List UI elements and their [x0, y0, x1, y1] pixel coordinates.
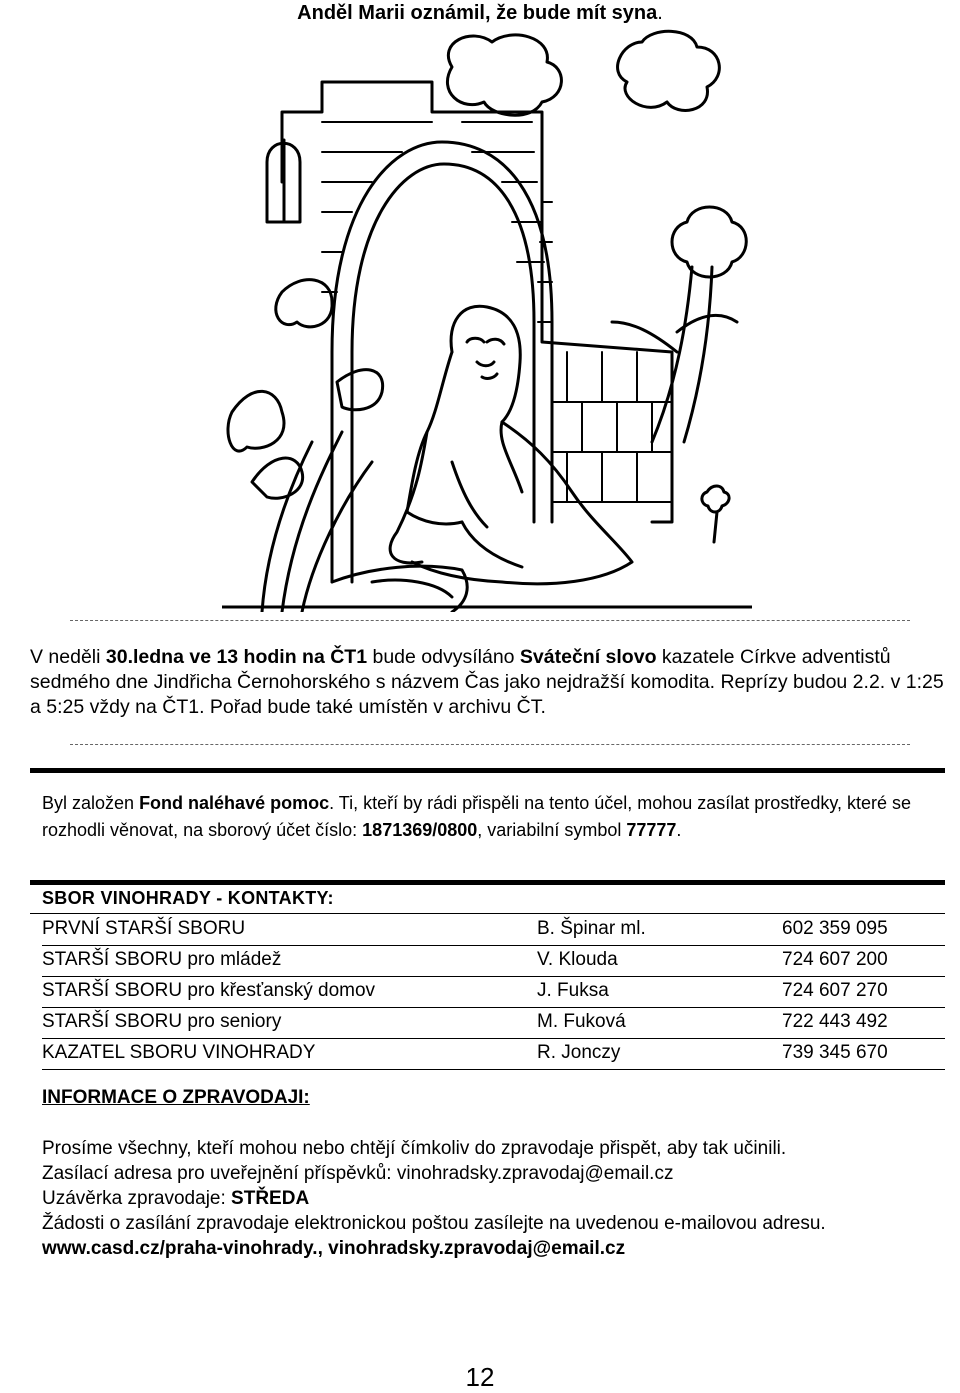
contact-name: R. Jonczy — [537, 1042, 621, 1063]
fund-symbol: 77777 — [626, 820, 677, 840]
broadcast-text-3: kazatele Církve adventistů sedmého dne Jindřicha Černohorského s názvem Čas jako nejdražší komodita. Reprízy budou 2.2. v 1:25 a 5:25 vždy na ČT1. Pořad bude také umístěn v archivu ČT. — [30, 646, 944, 718]
contact-phone: 739 345 670 — [782, 1042, 888, 1063]
contact-role: PRVNÍ STARŠÍ SBORU — [42, 918, 246, 939]
info-line-subscription: Žádosti o zasílání zpravodaje elektronickou poštou zasílejte na uvedenou e-mailovou adresu. — [42, 1213, 826, 1234]
fund-text-4: . — [676, 820, 682, 840]
deadline-label: Uzávěrka zpravodaje: — [42, 1188, 232, 1209]
dashed-separator-1 — [70, 620, 910, 621]
broadcast-paragraph — [30, 645, 950, 720]
contact-name: J. Fuksa — [537, 980, 609, 1001]
contact-row — [42, 1007, 904, 1038]
contact-row — [42, 976, 904, 1007]
contact-row — [42, 945, 904, 976]
contact-phone: 724 607 200 — [782, 949, 888, 970]
contact-name: B. Špinar ml. — [537, 918, 646, 939]
contact-phone: 602 359 095 — [782, 918, 888, 939]
broadcast-text-1: V neděli — [30, 646, 106, 668]
info-line-deadline — [42, 1186, 922, 1211]
annunciation-illustration — [222, 22, 752, 612]
contact-name: V. Klouda — [537, 949, 618, 970]
title-text: Anděl Marii oznámil, že bude mít syna — [297, 2, 658, 24]
dashed-separator-2 — [70, 744, 910, 745]
deadline-day: STŘEDA — [231, 1188, 310, 1209]
contact-role: KAZATEL SBORU VINOHRADY — [42, 1042, 316, 1063]
fund-paragraph — [42, 790, 922, 844]
contacts-title: SBOR VINOHRADY - KONTAKTY: — [42, 888, 334, 908]
contact-phone: 722 443 492 — [782, 1011, 888, 1032]
info-title: INFORMACE O ZPRAVODAJI: — [42, 1087, 310, 1108]
contact-role: STARŠÍ SBORU pro seniory — [42, 1011, 282, 1032]
page-number: 12 — [465, 1362, 495, 1392]
contact-phone: 724 607 270 — [782, 980, 888, 1001]
row-divider — [42, 1069, 945, 1070]
contact-name: M. Fuková — [537, 1011, 626, 1032]
contact-row — [42, 1038, 904, 1069]
fund-account: 1871369/0800 — [362, 820, 478, 840]
heavy-rule-1 — [30, 768, 945, 773]
heavy-rule-2 — [30, 880, 945, 885]
info-line-address: Zasílací adresa pro uveřejnění příspěvků: vinohradsky.zpravodaj@email.cz — [42, 1163, 674, 1184]
info-line-contribute: Prosíme všechny, kteří mohou nebo chtějí čímkoliv do zpravodaje přispět, aby tak učinili. — [42, 1138, 787, 1159]
fund-name: Fond naléhavé pomoc — [139, 793, 330, 813]
contact-row — [42, 914, 904, 945]
fund-text-2: . Ti, kteří by rádi přispěli na tento účel, mohou zasílat prostředky, které se rozhodli věnovat, na sborový účet číslo: — [42, 793, 912, 840]
fund-text-3: , variabilní symbol — [477, 820, 627, 840]
fund-text-1: Byl založen — [42, 793, 140, 813]
contact-role: STARŠÍ SBORU pro mládež — [42, 949, 282, 970]
broadcast-bold-program: Sváteční slovo — [519, 646, 657, 668]
info-block — [42, 1136, 922, 1261]
title-dot: . — [657, 2, 663, 24]
info-line-links: www.casd.cz/praha-vinohrady., vinohradsky.zpravodaj@email.cz — [42, 1238, 626, 1259]
contact-role: STARŠÍ SBORU pro křesťanský domov — [42, 980, 376, 1001]
broadcast-text-2: bude odvysíláno — [367, 646, 520, 668]
broadcast-bold-date: 30.ledna ve 13 hodin na ČT1 — [105, 646, 368, 668]
